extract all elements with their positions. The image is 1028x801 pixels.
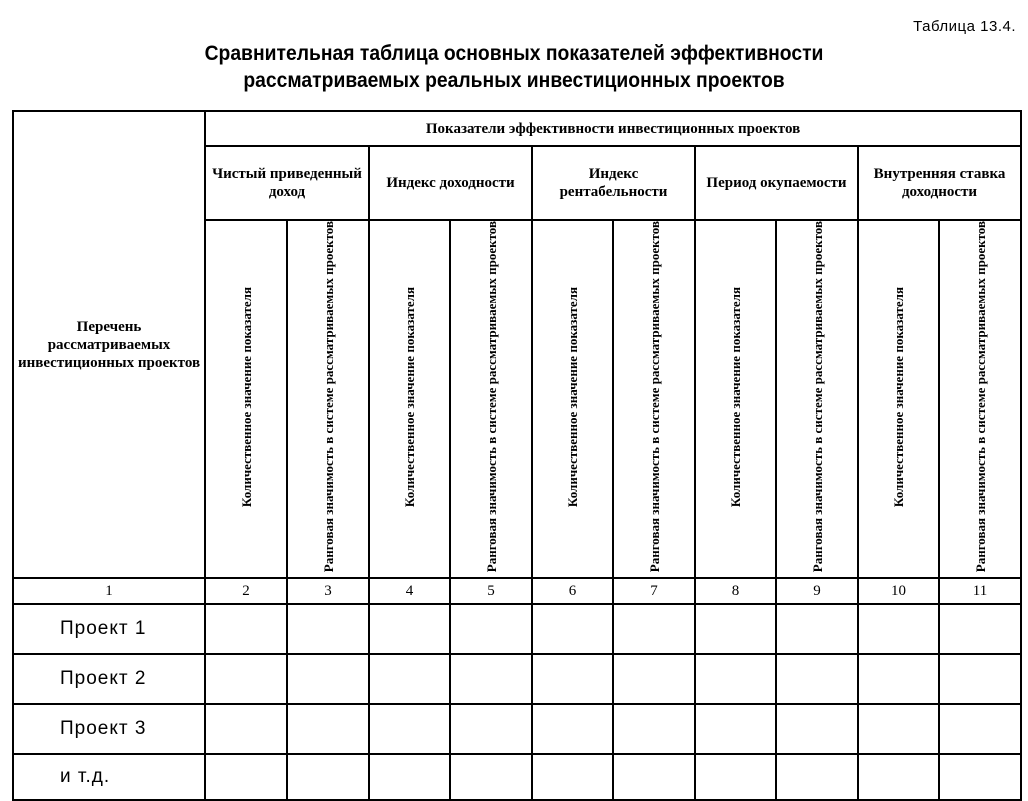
- table-row: [13, 654, 1021, 704]
- value-cell: [205, 604, 287, 654]
- value-cell: [450, 704, 532, 754]
- value-cell: [532, 654, 613, 704]
- group-header-cell: Показатели эффективности инвестиционных проектов: [205, 111, 1021, 146]
- sub-header-text: Количественное значение показателя: [565, 286, 580, 507]
- value-cell: [858, 654, 939, 704]
- sub-header-text: Ранговая значимость в системе рассматриваемых проектов: [809, 221, 825, 573]
- row-header-cell: Перечень рассматриваемых инвестиционных проектов: [13, 111, 205, 578]
- value-cell: [205, 654, 287, 704]
- column-number-cell: 4: [369, 578, 450, 604]
- table-number-label: Таблица 13.4.: [913, 18, 1016, 35]
- sub-header-text: Количественное значение показателя: [728, 286, 743, 507]
- value-cell: [613, 754, 695, 800]
- value-cell: [369, 654, 450, 704]
- sub-header-quantitative: [695, 220, 776, 578]
- indicator-header-cell: Индекс рентабельности: [532, 146, 695, 220]
- column-number-cell: 11: [939, 578, 1021, 604]
- value-cell: [695, 604, 776, 654]
- value-cell: [939, 654, 1021, 704]
- project-name-cell: Проект 2: [13, 654, 205, 704]
- value-cell: [695, 704, 776, 754]
- value-cell: [287, 654, 369, 704]
- value-cell: [205, 704, 287, 754]
- table-row: [13, 604, 1021, 654]
- project-name-cell: Проект 3: [13, 704, 205, 754]
- value-cell: [776, 654, 858, 704]
- title-line-2: рассматриваемых реальных инвестиционных проектов: [243, 69, 785, 92]
- sub-header-rank: [287, 220, 369, 578]
- value-cell: [205, 754, 287, 800]
- sub-header-text: Ранговая значимость в системе рассматриваемых проектов: [972, 221, 988, 573]
- sub-header-rank: [613, 220, 695, 578]
- value-cell: [613, 654, 695, 704]
- table-row: [13, 704, 1021, 754]
- sub-header-text: Ранговая значимость в системе рассматриваемых проектов: [320, 221, 336, 573]
- value-cell: [695, 754, 776, 800]
- sub-header-quantitative: [858, 220, 939, 578]
- sub-header-text: Ранговая значимость в системе рассматриваемых проектов: [483, 221, 499, 573]
- sub-header-quantitative: [532, 220, 613, 578]
- sub-header-rank: [776, 220, 858, 578]
- comparison-table: [12, 110, 1022, 801]
- value-cell: [695, 654, 776, 704]
- title-line-1: Сравнительная таблица основных показателей эффективности: [204, 42, 824, 65]
- column-number-cell: 6: [532, 578, 613, 604]
- value-cell: [287, 754, 369, 800]
- value-cell: [532, 604, 613, 654]
- column-number-cell: 9: [776, 578, 858, 604]
- column-number-cell: 5: [450, 578, 532, 604]
- value-cell: [369, 754, 450, 800]
- value-cell: [939, 704, 1021, 754]
- sub-header-text: Количественное значение показателя: [402, 286, 417, 507]
- sub-header-text: Количественное значение показателя: [891, 286, 906, 507]
- value-cell: [450, 754, 532, 800]
- value-cell: [858, 704, 939, 754]
- column-number-cell: 8: [695, 578, 776, 604]
- project-name-cell: Проект 1: [13, 604, 205, 654]
- value-cell: [369, 704, 450, 754]
- column-number-cell: 10: [858, 578, 939, 604]
- sub-header-text: Ранговая значимость в системе рассматриваемых проектов: [646, 221, 662, 573]
- indicator-header-cell: Период окупаемости: [695, 146, 858, 220]
- value-cell: [532, 704, 613, 754]
- indicator-header-cell: Внутренняя ставка доходности: [858, 146, 1021, 220]
- value-cell: [287, 704, 369, 754]
- sub-header-rank: [939, 220, 1021, 578]
- sub-header-rank: [450, 220, 532, 578]
- value-cell: [532, 754, 613, 800]
- value-cell: [939, 604, 1021, 654]
- value-cell: [450, 604, 532, 654]
- indicator-header-cell: Чистый приведенный доход: [205, 146, 369, 220]
- value-cell: [287, 604, 369, 654]
- sub-header-text: Количественное значение показателя: [238, 286, 254, 507]
- value-cell: [939, 754, 1021, 800]
- column-number-cell: 1: [13, 578, 205, 604]
- table-row: [13, 754, 1021, 800]
- value-cell: [613, 704, 695, 754]
- column-number-cell: 2: [205, 578, 287, 604]
- column-number-cell: 3: [287, 578, 369, 604]
- sub-header-quantitative: [205, 220, 287, 578]
- table-title: [41, 40, 987, 94]
- indicator-header-cell: Индекс доходности: [369, 146, 532, 220]
- value-cell: [858, 754, 939, 800]
- value-cell: [450, 654, 532, 704]
- sub-header-quantitative: [369, 220, 450, 578]
- value-cell: [858, 604, 939, 654]
- project-name-cell: и т.д.: [13, 754, 205, 800]
- value-cell: [369, 604, 450, 654]
- value-cell: [776, 754, 858, 800]
- value-cell: [613, 604, 695, 654]
- column-number-cell: 7: [613, 578, 695, 604]
- value-cell: [776, 704, 858, 754]
- value-cell: [776, 604, 858, 654]
